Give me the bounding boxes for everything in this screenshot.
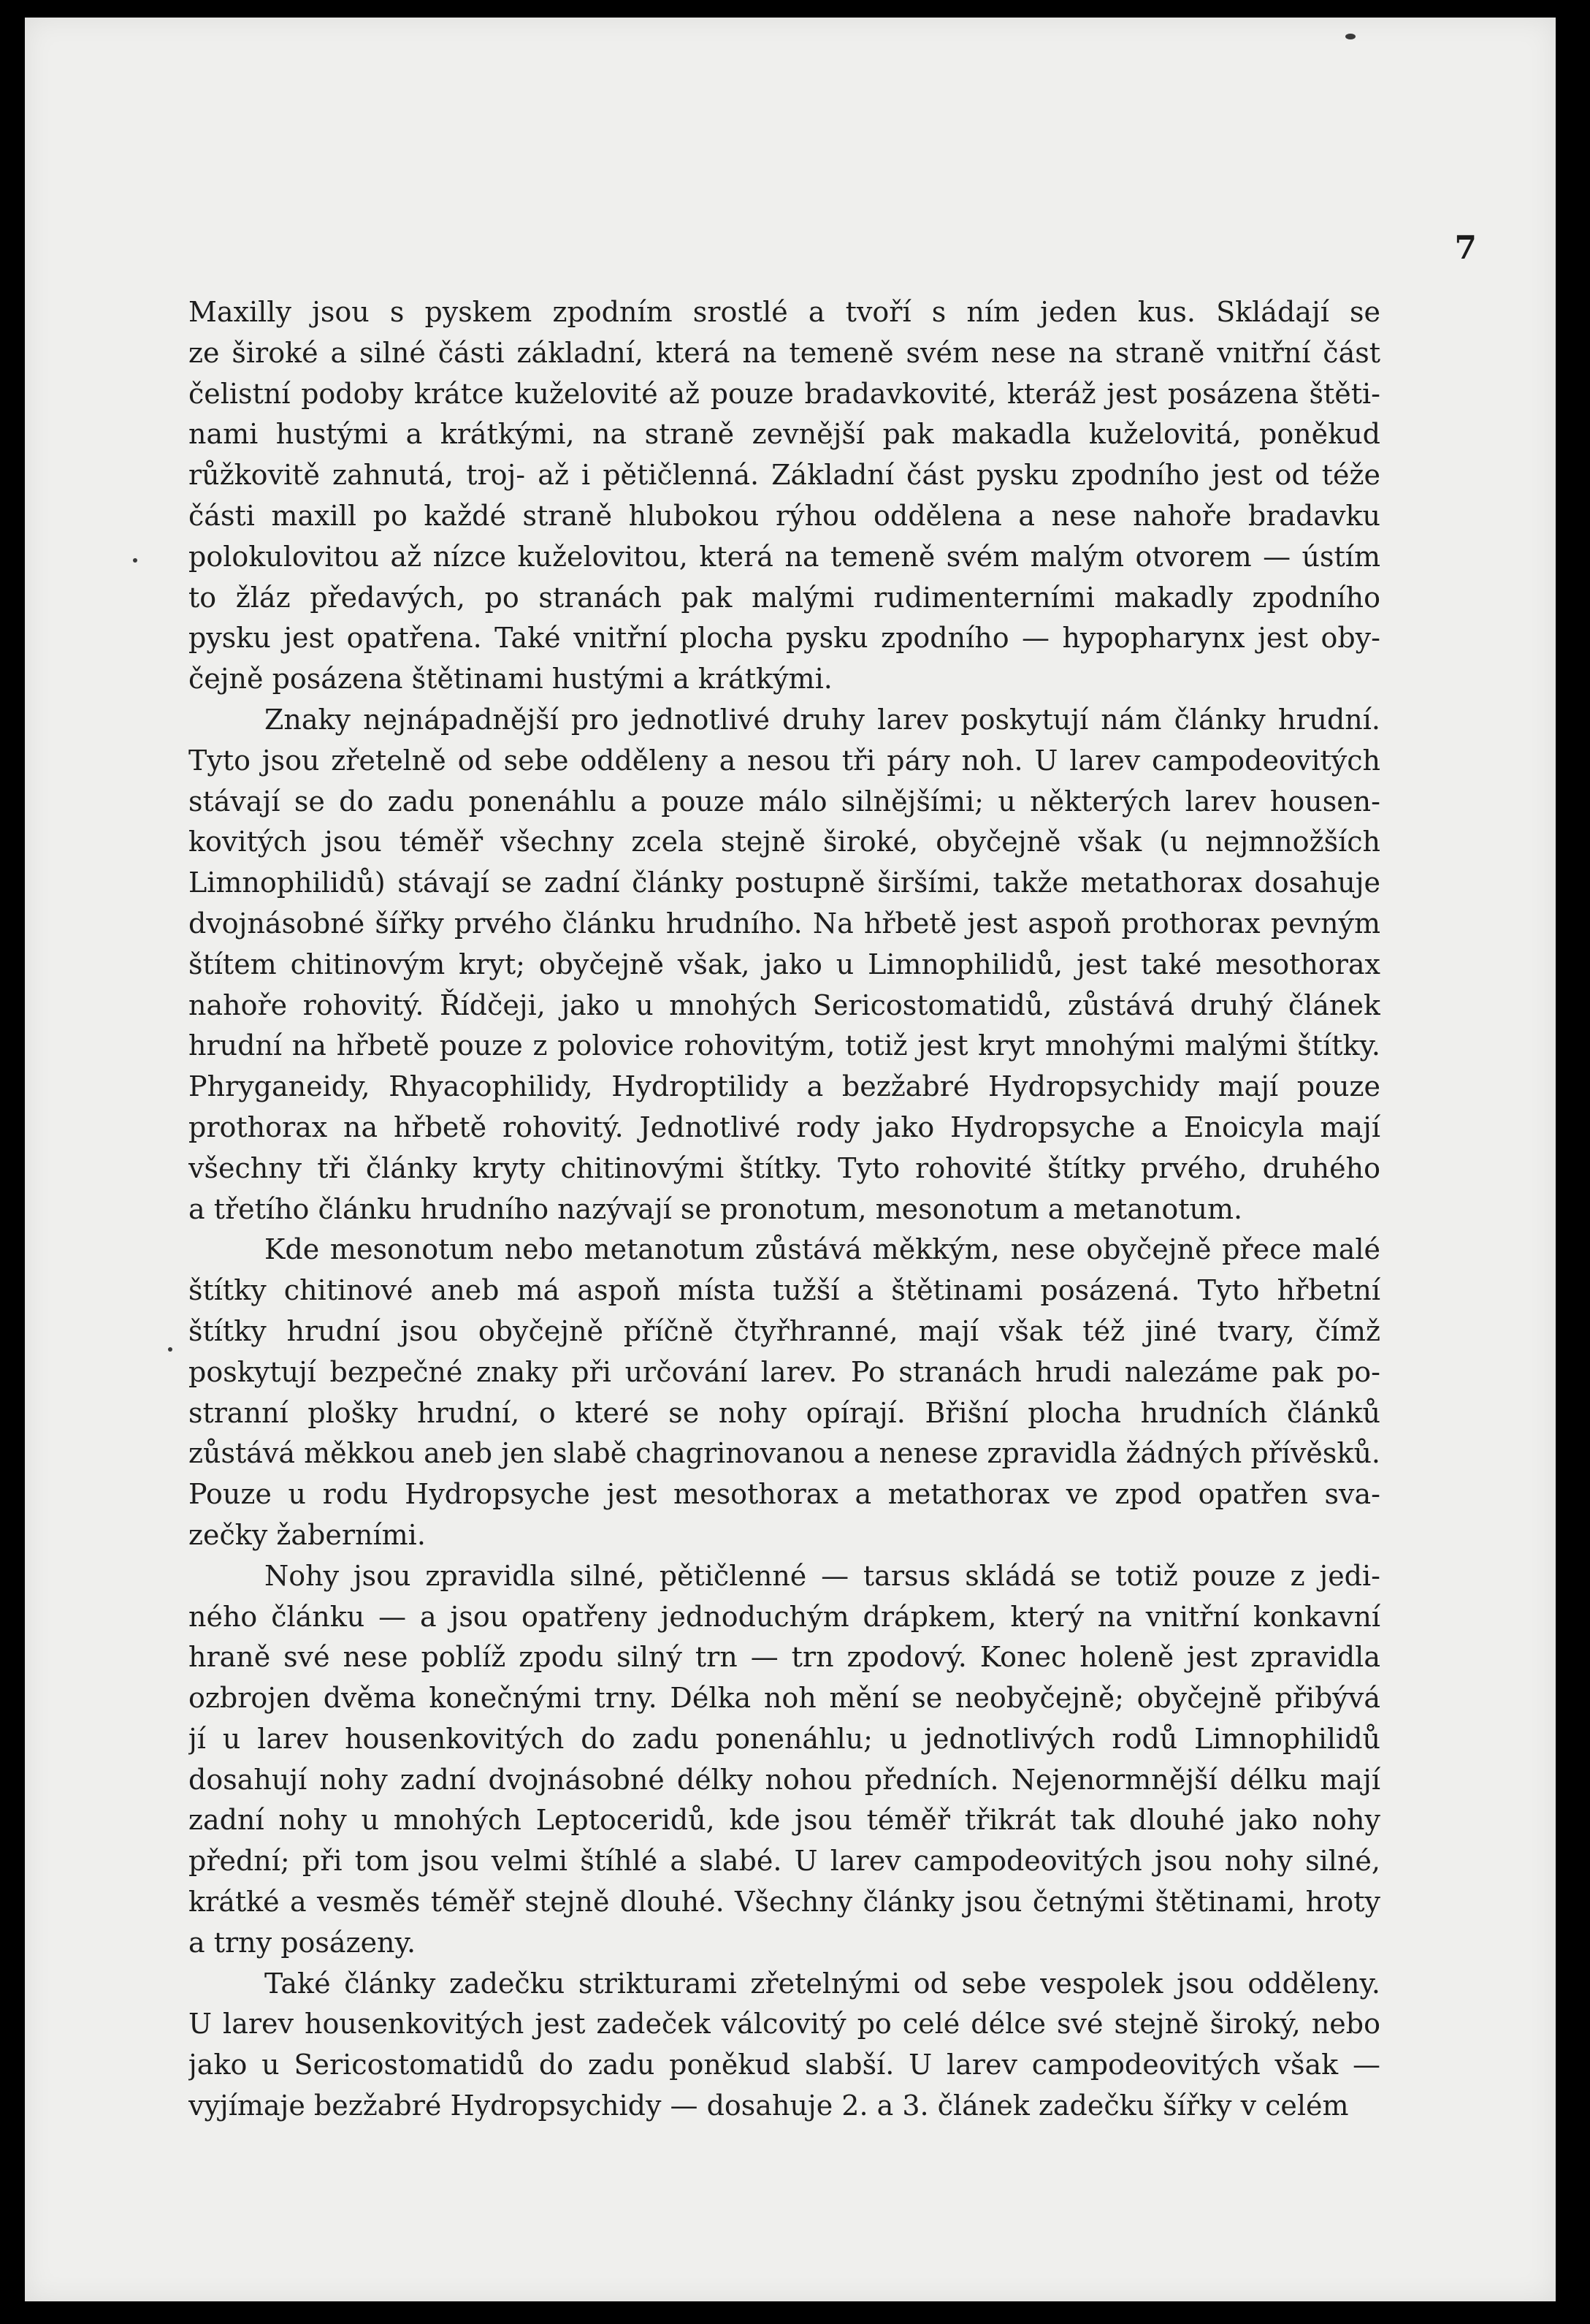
text-line: čelistní podoby krátce kuželovité až pouze bradavkovité, kteráž jest posázena štěti- <box>188 377 1380 410</box>
scanned-page <box>25 18 1556 2301</box>
text-line: nami hustými a krátkými, na straně zevnější pak makadla kuželovitá, poněkud <box>188 418 1380 451</box>
paragraph <box>188 1230 1380 1555</box>
text-line: Nohy jsou zpravidla silné, pětičlenné — tarsus skládá se totiž pouze z jedi- <box>264 1559 1380 1592</box>
text-line: štítem chitinovým kryt; obyčejně však, jako u Limnophilidů, jest také mesothorax <box>188 948 1380 980</box>
text-line: vyjímaje bezžabré Hydropsychidy — dosahuje 2. a 3. článek zadečku šířky v celém <box>188 2089 1349 2122</box>
text-line: ozbrojen dvěma konečnými trny. Délka noh mění se neobyčejně; obyčejně přibývá <box>188 1682 1380 1715</box>
text-line: U larev housenkovitých jest zadeček válcovitý po celé délce své stejně široký, nebo <box>188 2008 1380 2041</box>
text-line: čejně posázena štětinami hustými a krátkými. <box>188 663 833 696</box>
text-line: stávají se do zadu ponenáhlu a pouze málo silnějšími; u některých larev housen- <box>188 785 1380 818</box>
text-line: prothorax na hřbetě rohovitý. Jednotlivé rody jako Hydropsyche a Enoicyla mají <box>188 1110 1380 1143</box>
text-line: a třetího článku hrudního nazývají se pronotum, mesonotum a metanotum. <box>188 1192 1243 1225</box>
text-line: Maxilly jsou s pyskem zpodním srostlé a tvoří s ním jeden kus. Skládají se <box>188 296 1380 328</box>
text-line: stranní plošky hrudní, o které se nohy opírají. Břišní plocha hrudních článků <box>188 1396 1380 1429</box>
paragraph <box>188 1556 1380 1964</box>
text-line: to žláz předavých, po stranách pak malými rudimenterními makadly zpodního <box>188 581 1380 614</box>
text-line: poskytují bezpečné znaky při určování larev. Po stranách hrudi nalezáme pak po- <box>188 1355 1380 1388</box>
text-line: dvojnásobné šířky prvého článku hrudního. Na hřbetě jest aspoň prothorax pevným <box>188 907 1380 940</box>
text-line: Limnophilidů) stávají se zadní články postupně širšími, takže metathorax dosahuje <box>188 866 1380 899</box>
text-line: zůstává měkkou aneb jen slabě chagrinovanou a nenese zpravidla žádných přívěsků. <box>188 1437 1380 1470</box>
text-line: Pouze u rodu Hydropsyche jest mesothorax a metathorax ve zpod opatřen sva- <box>188 1478 1380 1511</box>
paragraph <box>188 700 1380 1230</box>
text-line: jako u Sericostomatidů do zadu poněkud slabší. U larev campodeovitých však — <box>188 2049 1380 2081</box>
text-line: ného článku — a jsou opatřeny jednoduchým drápkem, který na vnitřní konkavní <box>188 1600 1380 1633</box>
text-line: pysku jest opatřena. Také vnitřní plocha pysku zpodního — hypopharynx jest oby- <box>188 622 1380 655</box>
text-line: části maxill po každé straně hlubokou rýhou oddělena a nese nahoře bradavku <box>188 499 1380 532</box>
text-line: růžkovitě zahnutá, troj- až i pětičlenná. Základní část pysku zpodního jest od téže <box>188 459 1380 492</box>
paragraph <box>188 292 1380 700</box>
text-line: štítky chitinové aneb má aspoň místa tužší a štětinami posázená. Tyto hřbetní <box>188 1274 1380 1307</box>
text-line: Také články zadečku strikturami zřetelnými od sebe vespolek jsou odděleny. <box>264 1967 1380 2000</box>
scan-speck <box>1345 34 1356 39</box>
text-line: Phryganeidy, Rhyacophilidy, Hydroptilidy a bezžabré Hydropsychidy mají pouze <box>188 1070 1380 1103</box>
text-line: krátké a vesměs téměř stejně dlouhé. Všechny články jsou četnými štětinami, hroty <box>188 1886 1380 1919</box>
text-line: polokulovitou až nízce kuželovitou, která na temeně svém malým otvorem — ústím <box>188 540 1380 573</box>
text-line: přední; při tom jsou velmi štíhlé a slabé. U larev campodeovitých jsou nohy silné, <box>188 1845 1380 1878</box>
body-text <box>188 292 1380 2127</box>
text-line: dosahují nohy zadní dvojnásobné délky nohou předních. Nejenormnější délku mají <box>188 1763 1380 1796</box>
text-line: hrudní na hřbetě pouze z polovice rohovitým, totiž jest kryt mnohými malými štítky. <box>188 1029 1380 1062</box>
scan-speck <box>133 558 137 563</box>
scan-speck <box>168 1347 172 1352</box>
text-line: štítky hrudní jsou obyčejně příčně čtyřhranné, mají však též jiné tvary, čímž <box>188 1314 1380 1347</box>
page-number: 7 <box>1454 229 1477 267</box>
text-line: hraně své nese poblíž zpodu silný trn — trn zpodový. Konec holeně jest zpravidla <box>188 1641 1380 1674</box>
paragraph <box>188 1964 1380 2127</box>
text-line: a trny posázeny. <box>188 1926 416 1959</box>
text-line: nahoře rohovitý. Řídčeji, jako u mnohých Sericostomatidů, zůstává druhý článek <box>188 988 1380 1021</box>
text-line: Tyto jsou zřetelně od sebe odděleny a nesou tři páry noh. U larev campodeovitých <box>188 744 1380 777</box>
text-line: ze široké a silné části základní, která na temeně svém nese na straně vnitřní část <box>188 336 1380 369</box>
text-line: Znaky nejnápadnější pro jednotlivé druhy larev poskytují nám články hrudní. <box>264 703 1380 736</box>
text-line: zadní nohy u mnohých Leptoceridů, kde jsou téměř třikrát tak dlouhé jako nohy <box>188 1804 1380 1837</box>
text-line: Kde mesonotum nebo metanotum zůstává měkkým, nese obyčejně přece malé <box>264 1233 1380 1266</box>
text-line: jí u larev housenkovitých do zadu ponenáhlu; u jednotlivých rodů Limnophilidů <box>188 1722 1380 1755</box>
text-line: zečky žaberními. <box>188 1518 426 1551</box>
text-line: všechny tři články kryty chitinovými štítky. Tyto rohovité štítky prvého, druhého <box>188 1151 1380 1184</box>
text-line: kovitých jsou téměř všechny zcela stejně široké, obyčejně však (u nejmnožších <box>188 826 1380 858</box>
